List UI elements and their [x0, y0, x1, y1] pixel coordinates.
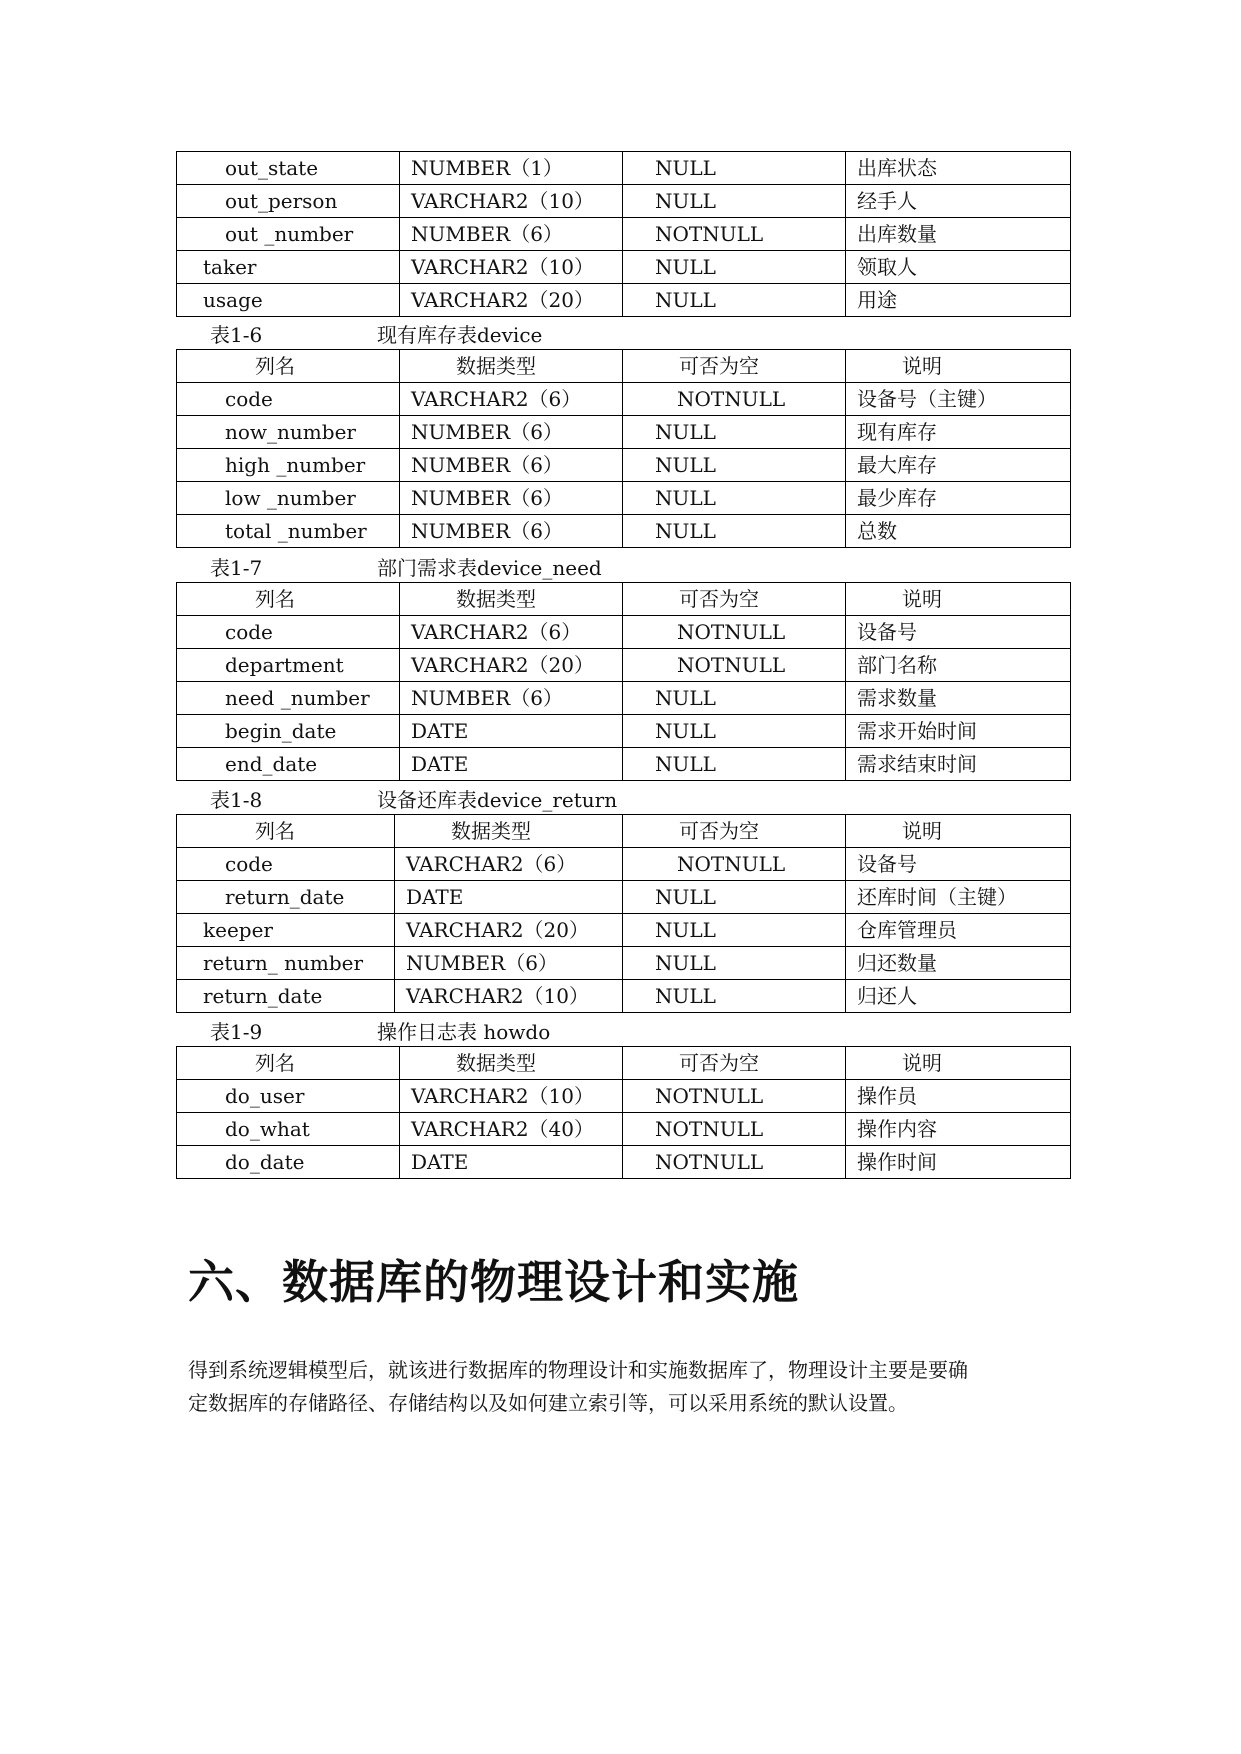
table-row [177, 1080, 1071, 1113]
table-cell: code [177, 616, 400, 649]
table-header-cell: 数据类型 [400, 350, 623, 383]
table-row [177, 482, 1071, 515]
table-cell: NUMBER（6） [400, 449, 623, 482]
table-cell: NOTNULL [623, 1113, 846, 1146]
table-header-cell: 说明 [846, 815, 1071, 848]
table-cell: total _number [177, 515, 400, 548]
table-cell: 最大库存 [846, 449, 1071, 482]
table-cell: VARCHAR2（20） [395, 914, 623, 947]
table-cell: NOTNULL [623, 848, 846, 881]
table-cell: 经手人 [846, 185, 1071, 218]
table-row [177, 715, 1071, 748]
table-cell: NULL [623, 748, 846, 781]
caption-number: 表1-9 [210, 1020, 263, 1044]
table-header-cell: 可否为空 [623, 815, 846, 848]
table-header-cell: 列名 [177, 350, 400, 383]
table-cell: 部门名称 [846, 649, 1071, 682]
table-cell: code [177, 848, 395, 881]
table-header-cell: 说明 [846, 350, 1071, 383]
table-cell: out _number [177, 218, 400, 251]
table-row [177, 649, 1071, 682]
table-row [177, 251, 1071, 284]
caption-title: 现有库存表device [377, 323, 543, 347]
table-cell: NULL [623, 515, 846, 548]
table-caption-1-6 [210, 322, 542, 348]
table-header-cell: 列名 [177, 815, 395, 848]
table-cell: NULL [623, 682, 846, 715]
paragraph-line: 定数据库的存储路径、存储结构以及如何建立索引等，可以采用系统的默认设置。 [188, 1391, 908, 1415]
table-cell: VARCHAR2（6） [395, 848, 623, 881]
table-cell: 出库数量 [846, 218, 1071, 251]
table-row [177, 848, 1071, 881]
table-cell: NULL [623, 482, 846, 515]
table-cell: NULL [623, 449, 846, 482]
table-cell: NULL [623, 284, 846, 317]
table-cell: VARCHAR2（40） [400, 1113, 623, 1146]
table-cell: 最少库存 [846, 482, 1071, 515]
table-cell: 用途 [846, 284, 1071, 317]
table-cell: NOTNULL [623, 649, 846, 682]
table-cell: taker [177, 251, 400, 284]
table-row [177, 1113, 1071, 1146]
caption-number: 表1-7 [210, 556, 263, 580]
table-cell: 设备号 [846, 616, 1071, 649]
table-cell: 需求结束时间 [846, 748, 1071, 781]
table-cell: DATE [400, 748, 623, 781]
table-cell: 设备号 [846, 848, 1071, 881]
table-cell: NUMBER（6） [400, 515, 623, 548]
table-cell: DATE [400, 1146, 623, 1179]
table-row [177, 449, 1071, 482]
table-cell: out_person [177, 185, 400, 218]
caption-number: 表1-8 [210, 788, 263, 812]
table-row [177, 185, 1071, 218]
table-row [177, 881, 1071, 914]
table-header-cell: 列名 [177, 1047, 400, 1080]
table-cell: NUMBER（6） [400, 682, 623, 715]
table-cell: NULL [623, 980, 846, 1013]
table-cell: NOTNULL [623, 1080, 846, 1113]
table-row [177, 748, 1071, 781]
table-cell: code [177, 383, 400, 416]
table-cell: NOTNULL [623, 218, 846, 251]
table-cell: now_number [177, 416, 400, 449]
table-header-cell: 数据类型 [395, 815, 623, 848]
table-howdo [176, 1046, 1071, 1179]
table-cell: DATE [395, 881, 623, 914]
caption-title: 部门需求表device_need [377, 556, 602, 580]
table-cell: 归还数量 [846, 947, 1071, 980]
table-cell: 仓库管理员 [846, 914, 1071, 947]
table-row [177, 152, 1071, 185]
table-cell: VARCHAR2（6） [400, 616, 623, 649]
table-cell: 操作员 [846, 1080, 1071, 1113]
table-cell: NOTNULL [623, 383, 846, 416]
table-cell: VARCHAR2（10） [400, 251, 623, 284]
section-paragraph [188, 1354, 1068, 1420]
table-row [177, 682, 1071, 715]
table-cell: VARCHAR2（10） [400, 1080, 623, 1113]
table-cell: out_state [177, 152, 400, 185]
table-row [177, 616, 1071, 649]
table-cell: department [177, 649, 400, 682]
table-header-cell: 说明 [846, 1047, 1071, 1080]
table-caption-1-7 [210, 555, 602, 581]
table-header-cell: 说明 [846, 583, 1071, 616]
table-row [177, 416, 1071, 449]
table-header-cell: 可否为空 [623, 350, 846, 383]
table-row [177, 914, 1071, 947]
table-cell: NUMBER（1） [400, 152, 623, 185]
caption-title: 设备还库表device_return [377, 788, 618, 812]
table-cell: VARCHAR2（10） [400, 185, 623, 218]
table-caption-1-9 [210, 1019, 550, 1045]
table-cell: low _number [177, 482, 400, 515]
table-out-records [176, 151, 1071, 317]
table-header-row [177, 1047, 1071, 1080]
table-row [177, 980, 1071, 1013]
table-cell: usage [177, 284, 400, 317]
table-device-need [176, 582, 1071, 781]
table-header-cell: 可否为空 [623, 1047, 846, 1080]
table-cell: end_date [177, 748, 400, 781]
table-cell: do_user [177, 1080, 400, 1113]
table-header-cell: 可否为空 [623, 583, 846, 616]
table-cell: VARCHAR2（20） [400, 649, 623, 682]
table-cell: NULL [623, 881, 846, 914]
table-caption-1-8 [210, 787, 617, 813]
table-cell: NUMBER（6） [400, 416, 623, 449]
table-cell: 设备号（主键） [846, 383, 1071, 416]
caption-number: 表1-6 [210, 323, 263, 347]
table-cell: 出库状态 [846, 152, 1071, 185]
table-cell: 需求数量 [846, 682, 1071, 715]
table-header-cell: 列名 [177, 583, 400, 616]
table-cell: NULL [623, 715, 846, 748]
table-cell: NULL [623, 947, 846, 980]
table-cell: 需求开始时间 [846, 715, 1071, 748]
table-cell: do_date [177, 1146, 400, 1179]
table-cell: 归还人 [846, 980, 1071, 1013]
table-cell: 总数 [846, 515, 1071, 548]
table-cell: DATE [400, 715, 623, 748]
table-cell: return_date [177, 980, 395, 1013]
table-header-cell: 数据类型 [400, 1047, 623, 1080]
table-cell: begin_date [177, 715, 400, 748]
table-row [177, 284, 1071, 317]
table-row [177, 1146, 1071, 1179]
table-row [177, 383, 1071, 416]
table-cell: NULL [623, 251, 846, 284]
table-cell: NULL [623, 914, 846, 947]
table-cell: high _number [177, 449, 400, 482]
table-cell: do_what [177, 1113, 400, 1146]
table-device [176, 349, 1071, 548]
table-header-cell: 数据类型 [400, 583, 623, 616]
table-cell: NULL [623, 416, 846, 449]
table-cell: NUMBER（6） [400, 482, 623, 515]
table-header-row [177, 815, 1071, 848]
table-device-return [176, 814, 1071, 1013]
caption-title: 操作日志表 howdo [377, 1020, 551, 1044]
table-cell: VARCHAR2（6） [400, 383, 623, 416]
table-cell: keeper [177, 914, 395, 947]
table-cell: VARCHAR2（10） [395, 980, 623, 1013]
table-cell: need _number [177, 682, 400, 715]
table-cell: return_date [177, 881, 395, 914]
table-header-row [177, 583, 1071, 616]
table-cell: 现有库存 [846, 416, 1071, 449]
table-cell: return_ number [177, 947, 395, 980]
paragraph-line: 得到系统逻辑模型后，就该进行数据库的物理设计和实施数据库了，物理设计主要是要确 [188, 1358, 968, 1382]
table-row [177, 218, 1071, 251]
table-cell: 领取人 [846, 251, 1071, 284]
table-cell: NOTNULL [623, 1146, 846, 1179]
table-row [177, 515, 1071, 548]
table-cell: NUMBER（6） [400, 218, 623, 251]
table-cell: NOTNULL [623, 616, 846, 649]
table-cell: NULL [623, 185, 846, 218]
table-cell: NUMBER（6） [395, 947, 623, 980]
table-cell: 操作内容 [846, 1113, 1071, 1146]
table-cell: VARCHAR2（20） [400, 284, 623, 317]
section-heading: 六、数据库的物理设计和实施 [188, 1255, 799, 1309]
table-cell: 还库时间（主键） [846, 881, 1071, 914]
table-row [177, 947, 1071, 980]
table-cell: 操作时间 [846, 1146, 1071, 1179]
table-header-row [177, 350, 1071, 383]
table-cell: NULL [623, 152, 846, 185]
